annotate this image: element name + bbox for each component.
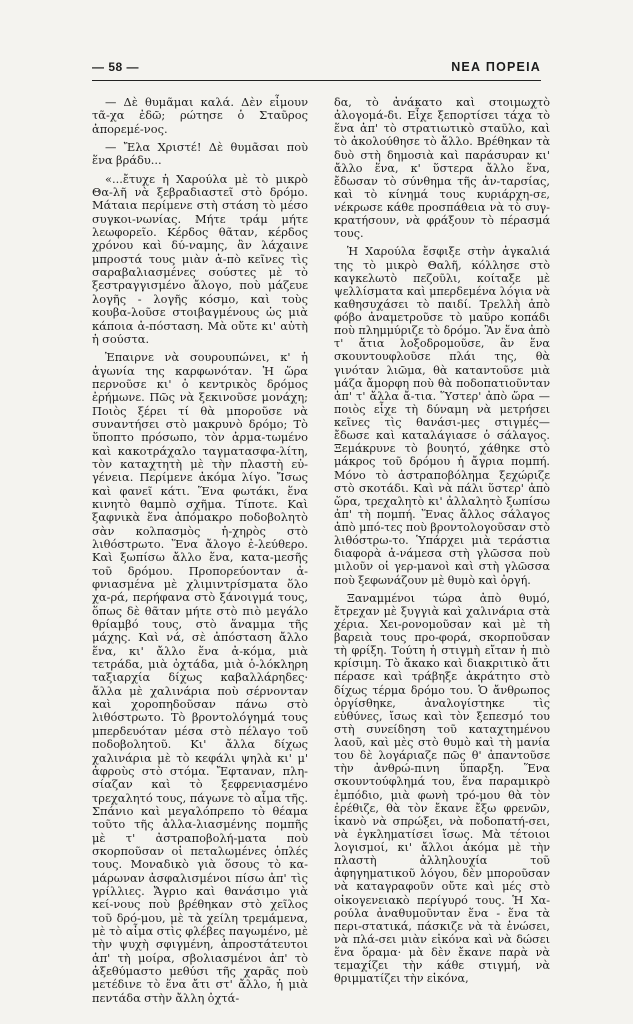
paragraph: δα, τὸ ἀνάκατο καὶ στοιμωχτὸ ἀλογομά-δι. Εἶχε ξεπορτίσει τάχα τὸ ἕνα ἀπ' τὸ στρατιωτικὸ σταῦλο, καὶ τὸ ἀκολούθησε τὸ ἄλλο. Βρέθηκαν τὰ δυὸ στὴ δημοσιὰ καὶ παράσυραν κι' ἄλλο ἕνα, κ' ὕστερα ἄλλο ἕνα, ἔδωσαν τὸ σύνθημα τῆς ἀν-ταρσίας, καὶ τὸ κίνημά τους κυριάρχη-σε, νέκρωσε κάθε προσπάθεια νὰ τὸ συγ-κρατήσουν, νὰ φράξουν τὸ πέρασμά τους. — [334, 96, 550, 241]
journal-title: ΝΕΑ ΠΟΡΕΙΑ — [451, 60, 541, 74]
paragraph: Ἐπαιρνε νὰ σουρουπώνει, κ' ἡ ἀγωνία της καρφωνόταν. Ἡ ὥρα περνοῦσε κι' ὁ κεντρικὸς δρόμος ἐρήμωνε. Πῶς νὰ ξεκινοῦσε μονάχη; Ποιὸς ξέρει τί θὰ μποροῦσε νὰ συναντήσει στὸ μακρυνὸ δρόμο; Τὸ ὕποπτο πρόσωπο, τὸν ἀρμα-τωμένο καὶ κακοτράχαλο ταγματασφα-λίτη, τὸν καταχτητὴ μὲ τὴν πλαστὴ εὐ-γένεια. Περίμενε ἀκόμα λίγο. Ἴσως καὶ φανεῖ κάτι. Ἕνα φωτάκι, ἕνα κινητὸ θαμπὸ σχῆμα. Τίποτε. Καὶ ξαφνικὰ ἕνα ἀπόμακρο ποδοβολητὸ σὰν κολπασμὸς ἠ-χηρὸς στὸ λιθόστρωτο. Ἕνα ἄλογο ἐ-λεύθερο. Καὶ ξωπίσω ἄλλο ἕνα, κατα-μεσῆς τοῦ δρόμου. Προπορεύονταν ἀ-φνιασμένα μὲ χλιμιντρίσματα ὅλο χα-ρά, περήφανα στὸ ξάνοιγμά τους, ὅπως δὲ θᾶταν μήτε στὸ πιὸ μεγάλο θρίαμβό τους, στὸ ἅναμμα τῆς μάχης. Καὶ νά, σὲ ἀπόσταση ἄλλο ἕνα, κι' ἄλλο ἕνα ἀ-κόμα, μιὰ τετράδα, μιὰ ὀχτάδα, μιὰ ὁ-λόκληρη ταξιαρχία δίχως καβαλλάρηδες· ἄλλα μὲ χαλινάρια ποὺ σέρνονταν καὶ χοροπηδοῦσαν πάνω στὸ λιθόστρωτο. Τὸ βροντολόγημά τους μπερδευόταν μέσα στὸ πέλαγο τοῦ ποδοβολητοῦ. Κι' ἄλλα δίχως χαλινάρια μὲ τὸ κεφάλι ψηλὰ κι' μ' ἀφροὺς στὸ στόμα. Ἔφταναν, πλη-σίαζαν καὶ τὸ ξεφρενιασμένο τρεχαλητό τους, πάγωνε τὸ αἷμα τῆς. Σπάνιο καὶ μεγαλόπρεπο τὸ θέαμα τοῦτο τῆς ἀλλα-λιασμένης πομπῆς μὲ τ' ἀστραποβολή-ματα ποὺ σκορποῦσαν οἱ πεταλωμένες ὁπλές τους. Μοναδικὸ γιὰ ὅσους τὸ κα-μάρωναν ἀσφαλισμένοι πίσω ἀπ' τὶς γρίλλιες. Ἄγριο καὶ θανάσιμο γιὰ κεί-νους ποὺ βρέθηκαν στὸ χεῖλος τοῦ δρό-μου, μὲ τὰ χείλη τρεμάμενα, μὲ τὸ αἷμα στὶς φλέβες παγωμένο, μὲ τὴν ψυχὴ σφιγμένη, ἀπροστάτευτοι ἀπ' τὴ μοίρα, σβολιασμένοι ἀπ' τὸ ἀξεθύμαστο μεθύσι τῆς χαρᾶς ποὺ μετέδινε τὸ ἕνα ἄτι στ' ἄλλο, ἡ μιὰ πεντάδα στὴν ἄλλη ὀχτά- — [92, 350, 308, 1005]
header-rule — [92, 80, 541, 81]
page-header — [92, 59, 541, 77]
paragraph: Ἡ Χαρούλα ἔσφιξε στὴν ἀγκαλιά της τὸ μικρὸ Θαλῆ, κόλλησε στὸ καγκελωτὸ πεζοῦλι, κοίταξε μὲ ψελλίσματα καὶ μπερδεμένα λόγια νὰ καθησυχάσει τὸ παιδί. Τρελλὴ ἀπὸ φόβο ἀναμετροῦσε τὸ μαῦρο κοπάδι ποὺ πλημμύριζε τὸ δρόμο. Ἂν ἕνα ἀπὸ τ' ἄτια λοξοδρομοῦσε, ἂν ἕνα σκουντουφλοῦσε πλάι της, θὰ γινόταν λιῶμα, θὰ καταντοῦσε μιὰ μάζα ἄμορφη ποὺ θὰ ποδοπατιοῦνταν ἀπ' τ' ἄλλα ἄ-τια. Ὕστερ' ἀπὸ ὥρα —ποιὸς εἶχε τὴ δύναμη νὰ μετρήσει κεῖνες τὶς θανάσι-μες στιγμές— ἔδωσε καὶ καταλάγιασε ὁ σάλαγος. Ξεμάκρυνε τὸ βουητό, χάθηκε στὸ μάκρος τοῦ δρόμου ἡ ἄγρια πομπή. Μόνο τὸ ἀστραποβόλημα ξεχώριζε στὸ σκοτάδι. Καὶ νὰ πάλι ὕστερ' ἀπὸ ὥρα, τρεχαλητὸ κι' ἀλλαλητὸ ξωπίσω ἀπ' τὴ πομπή. Ἕνας ἄλλος σάλαγος ἀπὸ μπό-τες ποὺ βροντολογοῦσαν στὸ λιθόστρω-το. Ὑπάρχει μιὰ τεράστια διαφορὰ ἀ-νάμεσα στὴ γλῶσσα ποὺ μιλοῦν οἱ γερ-μανοὶ καὶ στὴ γλῶσσα ποὺ ξεφωνάζουν μὲ θυμὸ καὶ ὀργή. — [334, 245, 550, 587]
left-column — [92, 96, 308, 1010]
right-column — [334, 96, 550, 990]
page-number: — 58 — — [92, 60, 140, 74]
paragraph: — Δὲ θυμᾶμαι καλά. Δὲν εἶμουν τᾶ-χα ἐδῶ; ρώτησε ὁ Σταῦρος ἀπορεμέ-νος. — [92, 95, 308, 136]
paragraph: — Ἔλα Χριστέ! Δὲ θυμᾶσαι ποὺ ἕνα βράδυ... — [92, 140, 308, 168]
paragraph: «...ἔτυχε ἡ Χαρούλα μὲ τὸ μικρὸ Θα-λῆ νὰ ξεβραδιαστεῖ στὸ δρόμο. Μάταια περίμενε στὴ στάση τὸ μέσο συγκοι-νωνίας. Μήτε τράμ μήτε λεωφορεῖο. Κέρδος θᾶταν, κέρδος χρόνου καὶ δύ-ναμης, ἂν λάχαινε μπροστά τους μιὰν ἀ-πὸ κεῖνες τὶς σαραβαλιασμένες σούστες μὲ τὸ ξεστραγγισμένο ἄλογο, ποὺ μάζευε λογῆς - λογῆς κόσμο, καὶ τοὺς κουβα-λοῦσε στοιβαγμένους ὡς μιὰ κάποια ἀ-πόσταση. Μὰ οὔτε κι' αὐτὴ ἡ σούστα. — [92, 171, 308, 346]
paragraph: Ξαναμμένοι τώρα ἀπὸ θυμό, ἔτρεχαν μὲ ξυγγιὰ καὶ χαλινάρια στὰ χέρια. Χει-ρονομοῦσαν καὶ μὲ τὴ βαρειὰ τους προ-φορά, σκορποῦσαν τὴ φρίξη. Τούτη ἡ στιγμὴ εἴταν ἡ πιὸ κρίσιμη. Τὸ ἄκακο καὶ διακριτικὸ ἄτι πέρασε καὶ τράβηξε ἀκράτητο στὸ δίχως τέρμα δρόμο του. Ὁ ἄνθρωπος ὀργίσθηκε, ἀναλογίστηκε τὶς εὐθύνες, ἴσως καὶ τὸν ξεπεσμό του στὴ συνείδηση τοῦ καταχτημένου λαοῦ, καὶ μὲς στὸ θυμὸ καὶ τὴ μανία του δὲ λογάριαζε πῶς θ' ἀπαντοῦσε τὴν ἀνθρώ-πινη ὕπαρξη. Ἕνα σκουντούφλημά του, ἕνα παραμικρὸ ἐμπόδιο, μιὰ φωνὴ τρό-μου θὰ τὸν ἐρέθιζε, θὰ τὸν ἔκανε ἔξω φρενῶν, ἱκανὸ νὰ σπρώξει, νὰ ποδοπατή-σει, νὰ ἐγκληματίσει ἴσως. Μὰ τέτοιοι λογισμοί, κι' ἄλλοι ἀκόμα μὲ τὴν πλαστὴ ἀλληλουχία τοῦ ἀφηγηματικοῦ λόγου, δὲν μποροῦσαν νὰ καταγραφοῦν οὔτε καὶ μές στὸ οἰκογενειακὸ περίγυρό τους. Ἡ Χα-ρούλα ἀναθυμοῦνταν ἕνα - ἕνα τὰ περι-στατικά, πάσκιζε νὰ τὰ ἑνώσει, νὰ πλά-σει μιὰν εἰκόνα καὶ νὰ δώσει ἕνα ὅραμα· μὰ δὲν ἔκανε παρὰ νὰ τεμαχίζει τὴν κάθε στιγμή, νὰ θριμματίζει τὴν εἰκόνα, — [334, 591, 550, 986]
